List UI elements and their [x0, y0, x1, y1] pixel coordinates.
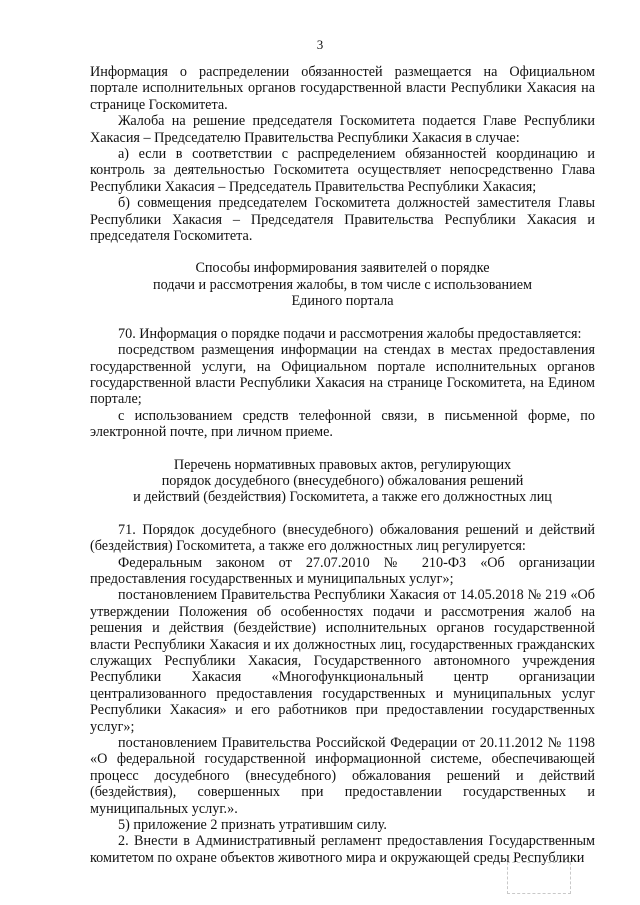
paragraph-distribution-info: Информация о распределении обязанностей размещается на Официальном портале исполнительных органов государственной власти Республики Хакасия на странице Госкомитета.: [90, 64, 595, 113]
faint-stamp: [507, 862, 571, 894]
heading-line: Единого портала: [291, 293, 394, 310]
paragraph-resolution-1198: постановлением Правительства Российской Федерации от 20.11.2012 № 1198 «О федеральной государственной информационной системе, обеспечивающей процесс досудебного (внесудебного) обжалования решений и действий (бездействия), совершенных при предоставлении государственных и муниципальных услуг.».: [90, 735, 595, 817]
paragraph-amend-regulation: 2. Внести в Административный регламент предоставления Государственным комитетом по охране объектов животного мира и окружающей среды Республики: [90, 833, 595, 866]
paragraph-71: 71. Порядок досудебного (внесудебного) обжалования решений и действий (бездействия) Госкомитета, а также его должностных лиц регулируется:: [90, 521, 595, 555]
page-number: 3: [316, 37, 324, 52]
heading-line: Перечень нормативных правовых актов, регулирующих: [173, 456, 512, 473]
section-heading-informing: [90, 260, 595, 309]
paragraph-case-b: б) совмещения председателем Госкомитета должностей заместителя Главы Республики Хакасия – Председателя Правительства Республики Хакасия и председателя Госкомитета.: [90, 195, 595, 245]
body-text: [90, 64, 595, 866]
paragraph-70: 70. Информация о порядке подачи и рассмотрения жалобы предоставляется:: [118, 325, 582, 342]
section-heading-legal-acts: [90, 457, 595, 506]
heading-line: Способы информирования заявителей о порядке: [195, 260, 490, 277]
paragraph-stands: посредством размещения информации на стендах в местах предоставления государственной услуги, на Официальном портале исполнительных органов государственной власти Республики Хакасия на странице Госкомитета, на Едином портале;: [90, 342, 595, 408]
paragraph-telephone: с использованием средств телефонной связи, в письменной форме, по электронной почте, при личном приеме.: [90, 407, 595, 441]
paragraph-case-a: а) если в соответствии с распределением обязанностей координацию и контроль за деятельностью Госкомитета осуществляет непосредственно Глава Республики Хакасия – Председатель Правительства Республики Хакасия;: [90, 146, 595, 195]
paragraph-appendix-2: 5) приложение 2 признать утратившим силу.: [118, 817, 387, 834]
paragraph-federal-law: Федеральным законом от 27.07.2010 № 210-ФЗ «Об организации предоставления государственных и муниципальных услуг»;: [90, 554, 595, 587]
paragraph-complaint-chairman: Жалоба на решение председателя Госкомитета подается Главе Республики Хакасия – Председателю Правительства Республики Хакасия в случае:: [90, 113, 595, 146]
paragraph-resolution-219: постановлением Правительства Республики Хакасия от 14.05.2018 № 219 «Об утверждении Положения об особенностях подачи и рассмотрения жалоб на решения и действия (бездействие) исполнительных органов государственной власти Республики Хакасия и их должностных лиц, государственных гражданских служащих Республики Хакасия, Государственного автономного учреждения Республики Хакасия «Многофункциональный центр организации централизованного предоставления государственных и муниципальных услуг Республики Хакасия» и его работников при предоставлении государственных услуг»;: [90, 587, 595, 735]
heading-line: порядок досудебного (внесудебного) обжалования решений: [161, 472, 524, 489]
heading-line: и действий (бездействия) Госкомитета, а также его должностных лиц: [133, 489, 552, 506]
heading-line: подачи и рассмотрения жалобы, в том числе с использованием: [153, 276, 532, 293]
